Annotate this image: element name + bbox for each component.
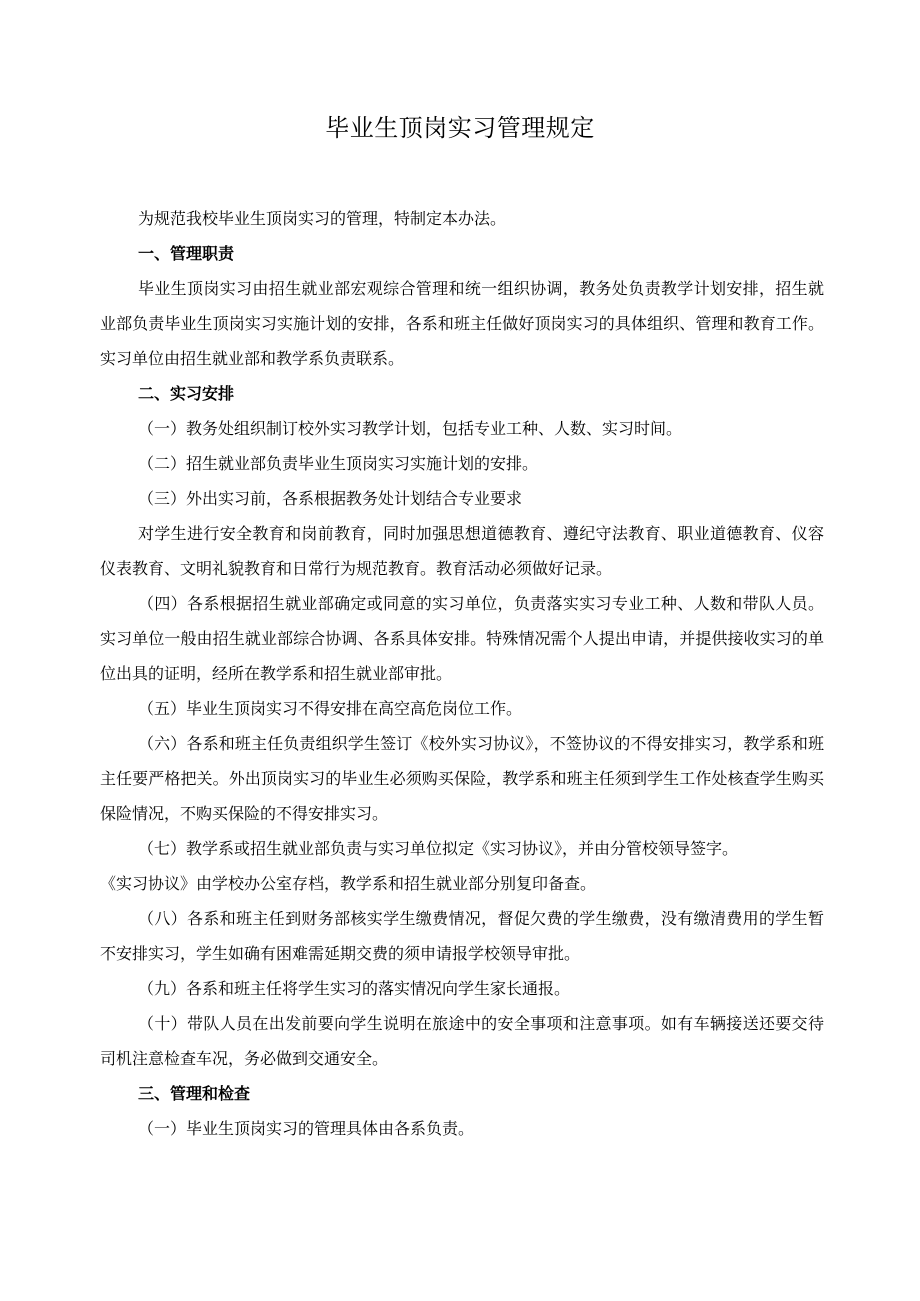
arrangement-item-10: （十）带队人员在出发前要向学生说明在旅途中的安全事项和注意事项。如有车辆接送还要交待司机注意检查车况，务必做到交通安全。 bbox=[100, 1014, 824, 1068]
document-body bbox=[100, 201, 824, 1146]
document-title: 毕业生顶岗实习管理规定 bbox=[325, 114, 595, 142]
arrangement-item-6: （六）各系和班主任负责组织学生签订《校外实习协议》，不签协议的不得安排实习，教学系和班主任要严格把关。外出顶岗实习的毕业生必须购买保险，教学系和班主任须到学生工作处核查学生购买保险情况，不购买保险的不得安排实习。 bbox=[100, 734, 824, 823]
arrangement-item-1: （一）教务处组织制订校外实习教学计划，包括专业工种、人数、实习时间。 bbox=[138, 419, 683, 438]
arrangement-item-5: （五）毕业生顶岗实习不得安排在高空高危岗位工作。 bbox=[138, 699, 523, 718]
arrangement-item-4: （四）各系根据招生就业部确定或同意的实习单位，负责落实实习专业工种、人数和带队人员。实习单位一般由招生就业部综合协调、各系具体安排。特殊情况需个人提出申请，并提供接收实习的单位出具的证明，经所在教学系和招生就业部审批。 bbox=[100, 594, 824, 683]
arrangement-item-3-continued: 对学生进行安全教育和岗前教育，同时加强思想道德教育、遵纪守法教育、职业道德教育、仪容仪表教育、文明礼貌教育和日常行为规范教育。教育活动必须做好记录。 bbox=[100, 524, 824, 578]
section-heading-management: 三、管理和检查 bbox=[138, 1084, 251, 1103]
intro-paragraph: 为规范我校毕业生顶岗实习的管理，特制定本办法。 bbox=[138, 209, 507, 228]
arrangement-item-3: （三）外出实习前，各系根据教务处计划结合专业要求 bbox=[138, 489, 523, 508]
arrangement-item-7-continued: 《实习协议》由学校办公室存档，教学系和招生就业部分别复印备查。 bbox=[100, 874, 597, 893]
section-heading-arrangement: 二、实习安排 bbox=[138, 384, 235, 403]
arrangement-item-9: （九）各系和班主任将学生实习的落实情况向学生家长通报。 bbox=[138, 979, 571, 998]
arrangement-item-2: （二）招生就业部负责毕业生顶岗实习实施计划的安排。 bbox=[138, 454, 539, 473]
arrangement-item-7: （七）教学系或招生就业部负责与实习单位拟定《实习协议》，并由分管校领导签字。 bbox=[138, 839, 739, 858]
responsibilities-paragraph: 毕业生顶岗实习由招生就业部宏观综合管理和统一组织协调，教务处负责教学计划安排，招生就业部负责毕业生顶岗实习实施计划的安排，各系和班主任做好顶岗实习的具体组织、管理和教育工作。实习单位由招生就业部和教学系负责联系。 bbox=[100, 279, 824, 368]
section-heading-responsibilities: 一、管理职责 bbox=[138, 244, 235, 263]
arrangement-item-8: （八）各系和班主任到财务部核实学生缴费情况，督促欠费的学生缴费，没有缴清费用的学生暂不安排实习，学生如确有困难需延期交费的须申请报学校领导审批。 bbox=[100, 909, 824, 963]
management-item-1: （一）毕业生顶岗实习的管理具体由各系负责。 bbox=[138, 1119, 475, 1138]
